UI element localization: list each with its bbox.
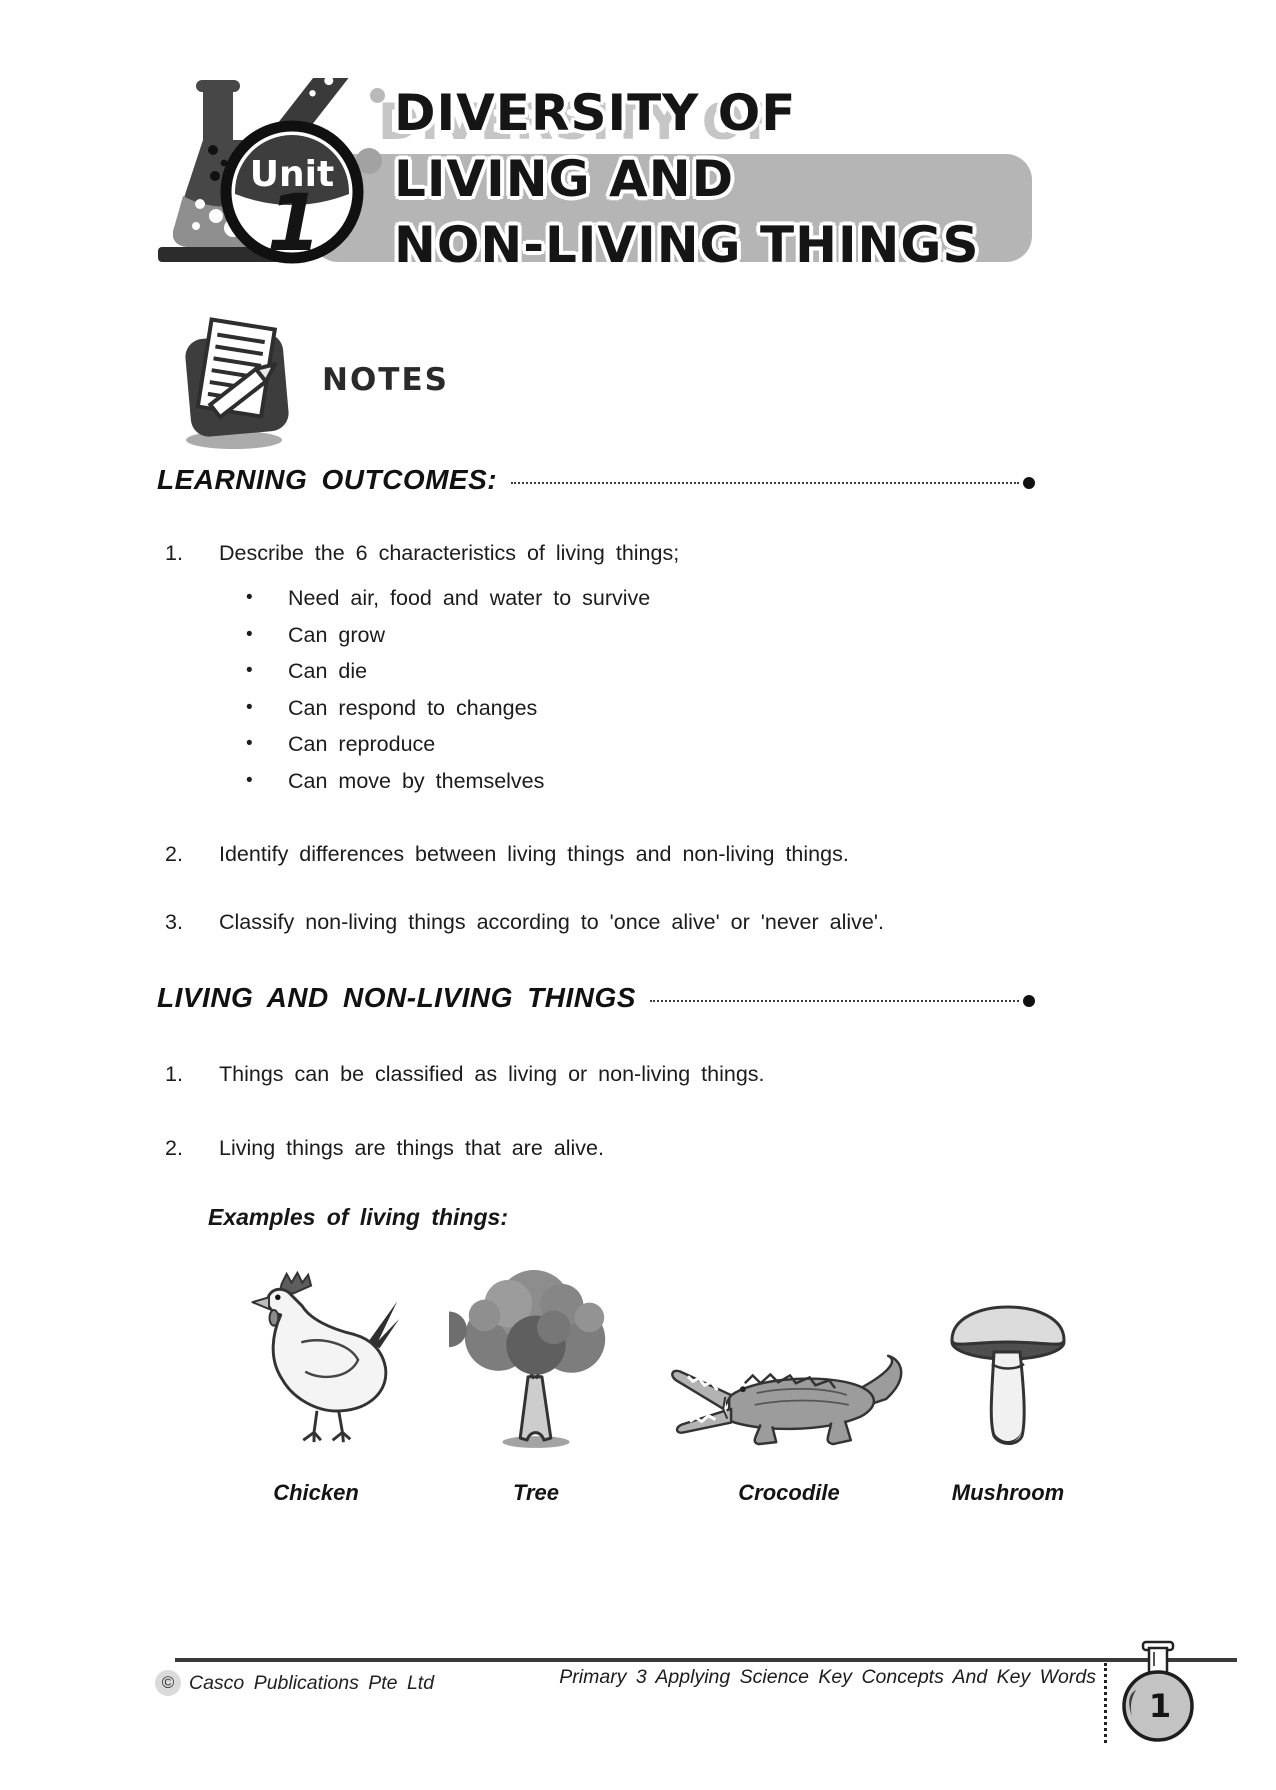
- bullet-text: Can grow: [288, 623, 386, 647]
- examples-heading: Examples of living things:: [208, 1204, 508, 1230]
- notes-icon: [172, 312, 312, 452]
- bullet-item: [246, 696, 1006, 721]
- bullet-text: Can respond to changes: [288, 696, 538, 720]
- title-line-1: DIVERSITY OF: [394, 84, 797, 142]
- mushroom-illustration: [942, 1272, 1074, 1450]
- page-number-flask-icon: [1116, 1640, 1202, 1748]
- title-line-3: NON-LIVING THINGS: [394, 216, 980, 274]
- bullet-marker: •: [246, 624, 253, 645]
- bullet-marker: •: [246, 733, 253, 754]
- bullet-marker: •: [246, 587, 253, 608]
- copyright-text: Casco Publications Pte Ltd: [189, 1671, 435, 1694]
- section-heading-text: LIVING AND NON-LIVING THINGS: [157, 982, 636, 1013]
- notes-label: NOTES: [322, 362, 449, 398]
- figure-caption: Tree: [512, 1480, 560, 1505]
- dotted-rule: [511, 482, 1019, 484]
- section-heading-living-things: [157, 982, 1035, 1014]
- outcome-item: [165, 910, 1125, 935]
- item-number: 2.: [165, 1136, 183, 1160]
- bullet-text: Can move by themselves: [288, 769, 545, 793]
- bullet-text: Can die: [288, 659, 368, 683]
- tree-illustration: [449, 1260, 623, 1450]
- body-item: [165, 1136, 1125, 1161]
- title-line-2: LIVING AND: [394, 150, 735, 208]
- item-text: Living things are things that are alive.: [219, 1136, 604, 1160]
- bullet-marker: •: [246, 697, 253, 718]
- item-number: 1.: [165, 541, 183, 565]
- item-number: 2.: [165, 842, 183, 866]
- rule-end-dot: [1023, 995, 1035, 1007]
- bullet-text: Need air, food and water to survive: [288, 586, 651, 610]
- bullet-marker: •: [246, 770, 253, 791]
- item-text: Identify differences between living things and non-living things.: [219, 842, 849, 866]
- footer-divider: [175, 1658, 1237, 1662]
- rule-end-dot: [1023, 477, 1035, 489]
- figure-caption: Mushroom: [951, 1480, 1065, 1505]
- figure-caption: Crocodile: [738, 1480, 840, 1505]
- page-title: [394, 80, 979, 278]
- page-number: 1: [1148, 1687, 1172, 1725]
- dotted-rule: [650, 1000, 1019, 1002]
- item-text: Describe the 6 characteristics of living things;: [219, 541, 680, 565]
- unit-label: Unit: [249, 154, 335, 195]
- book-title: Primary 3 Applying Science Key Concepts And Key Words: [559, 1666, 1096, 1688]
- item-text: Classify non-living things according to 'once alive' or 'never alive'.: [219, 910, 884, 934]
- bullet-item: [246, 732, 1006, 757]
- item-text: Things can be classified as living or non-living things.: [219, 1062, 765, 1086]
- bullet-item: [246, 586, 1006, 611]
- bullet-item: [246, 659, 1006, 684]
- item-number: 3.: [165, 910, 183, 934]
- footer-dashed-line: [1104, 1663, 1107, 1743]
- crocodile-illustration: [665, 1346, 913, 1450]
- section-heading-learning-outcomes: [157, 464, 1035, 496]
- bullet-item: [246, 769, 1006, 794]
- body-item: [165, 1062, 1125, 1087]
- chicken-illustration: [232, 1264, 400, 1450]
- outcome-item: [165, 842, 1125, 867]
- section-heading-text: LEARNING OUTCOMES:: [157, 464, 498, 495]
- example-figure-tree: [448, 1252, 624, 1506]
- copyright-icon: ©: [155, 1670, 181, 1696]
- bullet-item: [246, 623, 1006, 648]
- copyright-line: [155, 1670, 434, 1696]
- bullet-text: Can reproduce: [288, 732, 436, 756]
- unit-flask-icon: [140, 78, 376, 272]
- outcome-item: [165, 541, 1125, 566]
- example-figure-mushroom: [941, 1252, 1075, 1506]
- example-figure-crocodile: [664, 1252, 914, 1506]
- unit-number: 1: [266, 179, 322, 269]
- example-figure-chicken: [231, 1252, 401, 1506]
- item-number: 1.: [165, 1062, 183, 1086]
- figure-caption: Chicken: [273, 1480, 359, 1505]
- bullet-marker: •: [246, 660, 253, 681]
